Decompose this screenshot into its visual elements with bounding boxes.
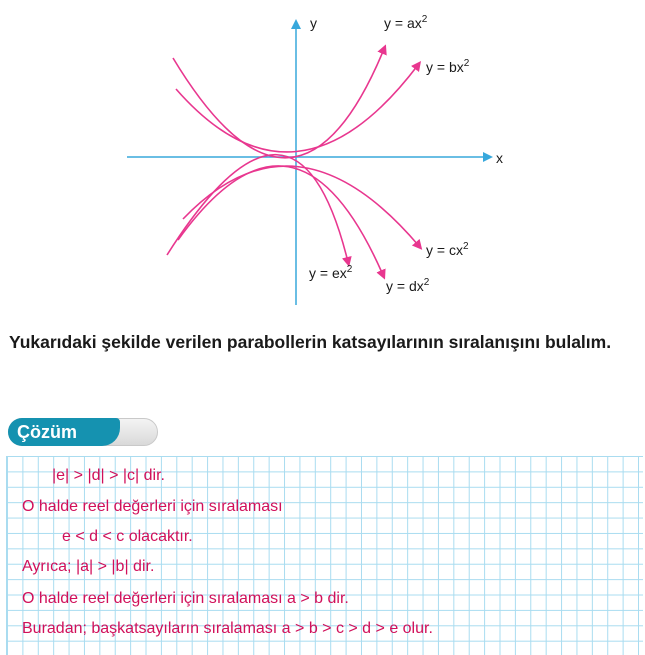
x-axis-label: x <box>496 150 503 166</box>
solution-line-4: Ayrıca; |a| > |b| dir. <box>22 558 155 575</box>
label-c: $y = cx^2$ <box>426 241 469 258</box>
solution-line-5: O halde reel değerleri için sıralaması a > b dir. <box>22 590 349 607</box>
solution-line-1: |e| > |d| > |c| dir. <box>52 467 165 484</box>
parabola-graph <box>0 0 645 315</box>
curve-b <box>176 65 418 152</box>
y-axis-label: y <box>310 15 317 31</box>
cozum-badge: Çözüm <box>8 418 120 446</box>
label-b: $y = bx^2$ <box>426 58 470 75</box>
solution-line-2: O halde reel değerleri için sıralaması <box>22 498 283 515</box>
curve-c <box>183 166 419 246</box>
label-d: $y = dx^2$ <box>386 277 430 294</box>
curve-d <box>178 166 383 275</box>
solution-line-3: e < d < c olacaktır. <box>62 528 193 545</box>
label-a: $y = ax^2$ <box>384 14 428 31</box>
solution-line-6: Buradan; başkatsayıların sıralaması a > b > c > d > e olur. <box>22 620 433 637</box>
question-text: Yukarıdaki şekilde verilen parabollerin katsayılarının sıralanışını bulalım. <box>9 332 612 352</box>
label-e: $y = ex^2$ <box>309 264 353 281</box>
curve-a <box>173 49 384 158</box>
